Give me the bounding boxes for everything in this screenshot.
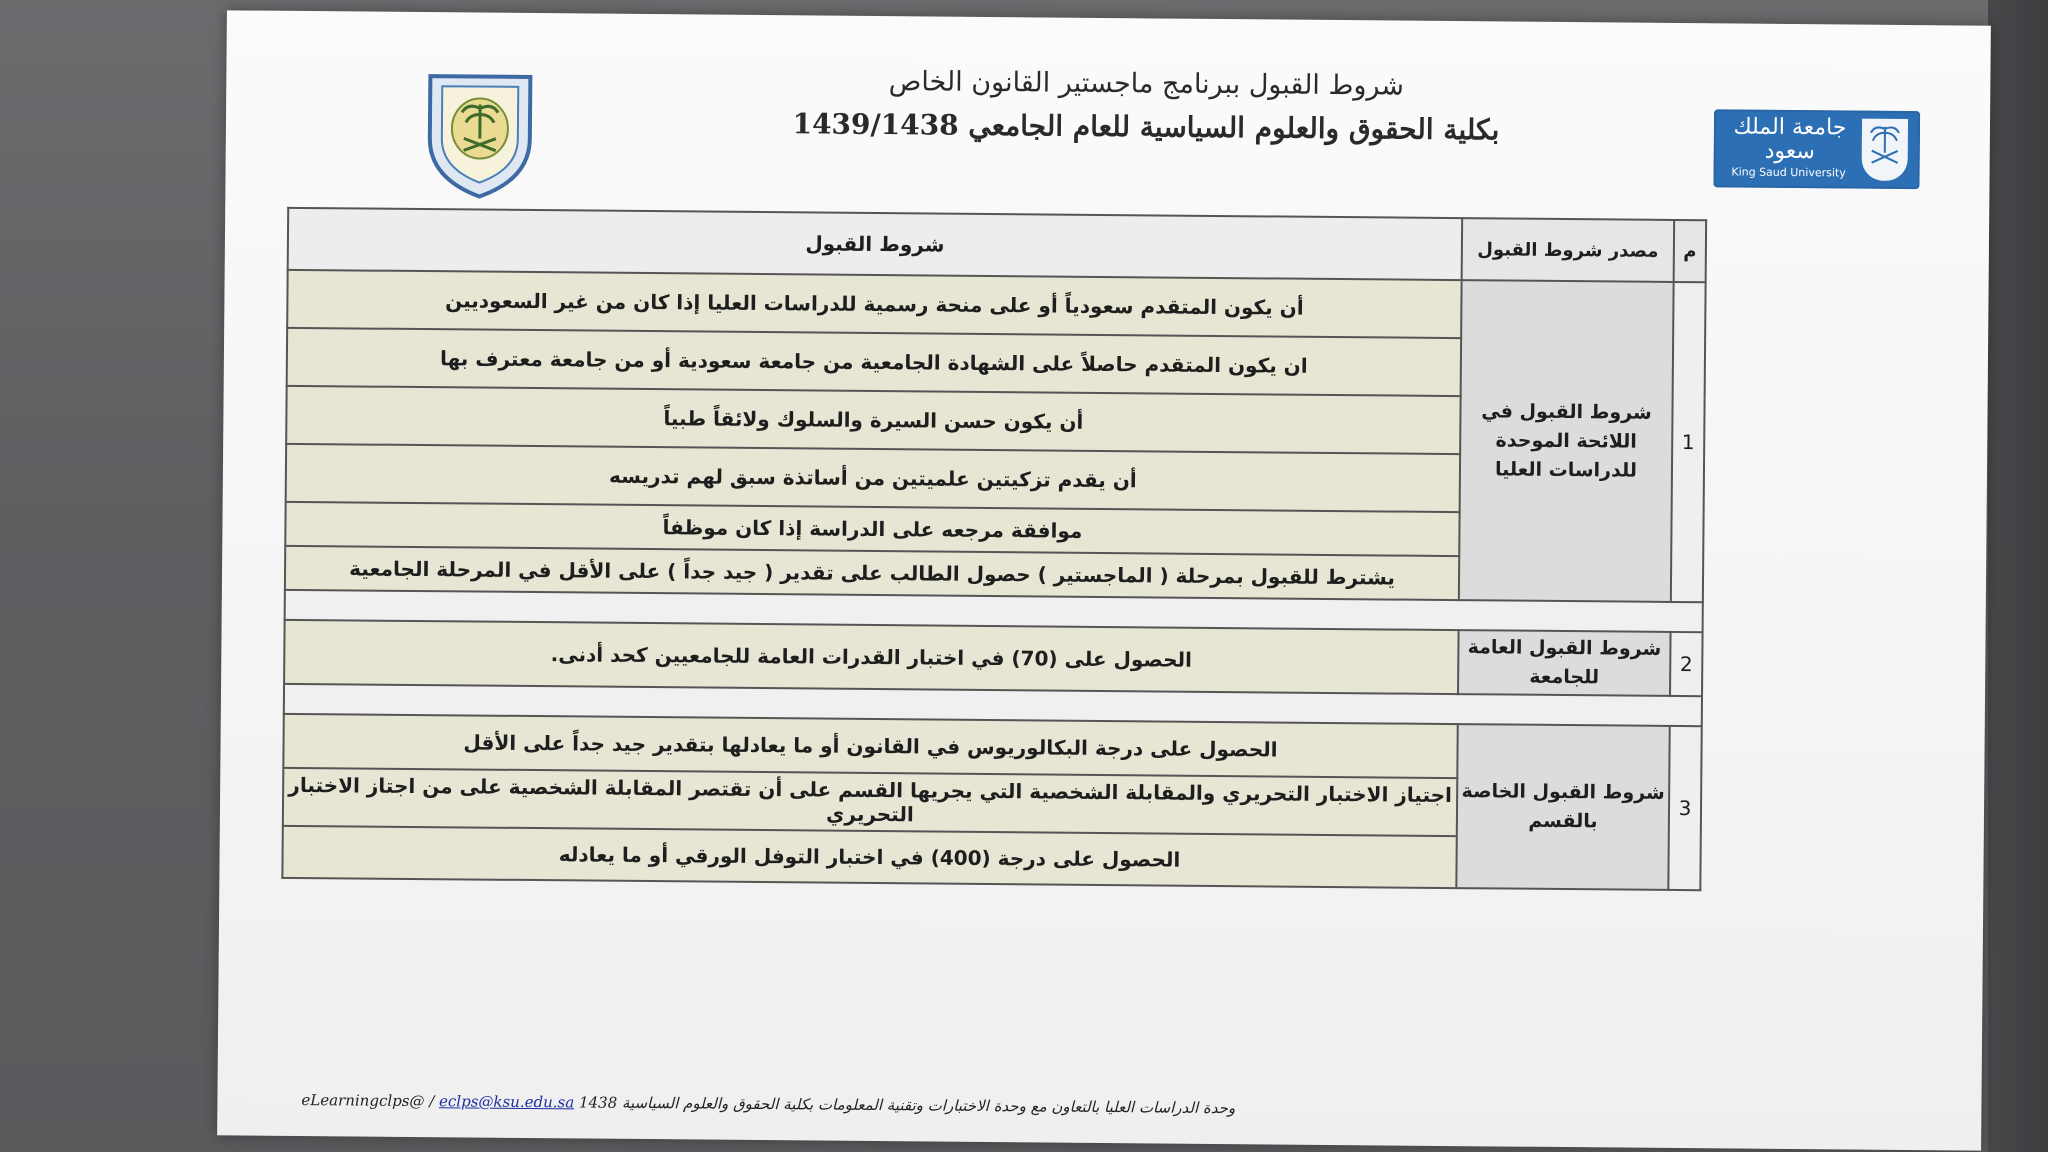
footer-handle: eLearningclps@: [301, 1091, 425, 1111]
footer-email-link[interactable]: eclps@ksu.edu.sa: [438, 1092, 575, 1112]
header-num: م: [1674, 220, 1707, 282]
desk-background: [1988, 0, 2048, 1152]
ksu-arabic-name: جامعة الملك سعود: [1733, 114, 1847, 165]
group-3-num: 3: [1668, 726, 1701, 890]
criteria-cell: الحصول على (70) في اختبار القدرات العامة للجامعيين كحد أدنى.: [284, 620, 1459, 694]
group-1-num: 1: [1671, 282, 1706, 602]
criteria-cell: أن يكون حسن السيرة والسلوك ولائقاً طبياً: [286, 386, 1460, 454]
document-sheet: [217, 10, 1991, 1150]
ksu-english-name: King Saud University: [1731, 165, 1846, 180]
header-criteria: شروط القبول: [288, 208, 1462, 280]
criteria-cell: موافقة مرجعه على الدراسة إذا كان موظفاً: [285, 502, 1459, 556]
group-2-source: شروط القبول العامة للجامعة: [1458, 630, 1671, 696]
group-3-source: شروط القبول الخاصة بالقسم: [1456, 724, 1669, 890]
palm-swords-icon: [1862, 119, 1909, 181]
criteria-cell: ان يكون المتقدم حاصلاً على الشهادة الجامعية من جامعة سعودية أو من جامعة معترف بها: [287, 328, 1461, 396]
criteria-cell: اجتياز الاختبار التحريري والمقابلة الشخصية التي يجريها القسم على أن تقتصر المقابلة الشخصية على من اجتاز الاختبار التحريري: [283, 768, 1457, 836]
footer-year: 1438: [578, 1093, 618, 1112]
criteria-cell: الحصول على درجة (400) في اختبار التوفل الورقي أو ما يعادله: [282, 826, 1456, 888]
ksu-logo: [1713, 109, 1920, 189]
header-source: مصدر شروط القبول: [1462, 218, 1675, 282]
group-1-source: شروط القبول في اللائحة الموحدة للدراسات العليا: [1459, 280, 1674, 602]
document-subtitle: بكلية الحقوق والعلوم السياسية للعام الجامعي 1439/1438: [792, 107, 1500, 147]
criteria-cell: أن يكون المتقدم سعودياً أو على منحة رسمية للدراسات العليا إذا كان من غير السعوديين: [287, 270, 1461, 338]
criteria-cell: يشترط للقبول بمرحلة ( الماجستير ) حصول الطالب على تقدير ( جيد جداً ) على الأقل في المرحلة الجامعية: [285, 546, 1459, 600]
document-footer: [301, 1091, 1321, 1118]
criteria-cell: أن يقدم تزكيتين علميتين من أساتذة سبق لهم تدريسه: [286, 444, 1460, 512]
footer-text: وحدة الدراسات العليا بالتعاون مع وحدة الاختبارات وتقنية المعلومات بكلية الحقوق والعلوم السياسية: [621, 1093, 1236, 1118]
admission-conditions-table: [281, 207, 1707, 891]
footer-separator: /: [424, 1092, 440, 1111]
document-title: شروط القبول ببرنامج ماجستير القانون الخاص: [888, 66, 1405, 102]
group-2-num: 2: [1670, 632, 1703, 696]
college-emblem: [419, 68, 540, 203]
criteria-cell: الحصول على درجة البكالوريوس في القانون أو ما يعادلها بتقدير جيد جداً على الأقل: [283, 714, 1457, 778]
